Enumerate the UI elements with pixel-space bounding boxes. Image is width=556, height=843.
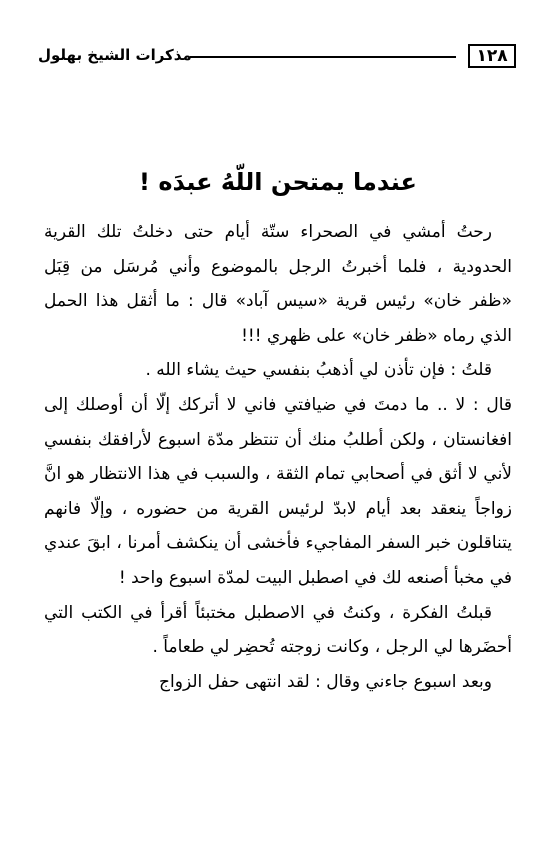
header-rule [190,56,456,58]
running-title: مذكرات الشيخ بهلول [38,46,192,64]
paragraph: وبعد اسبوع جاءني وقال : لقد انتهى حفل الزواج [159,671,492,692]
page-number-box: ١٢٨ [468,44,516,68]
paragraph: رحتُ أمشي في الصحراء ستّة أيام حتى دخلتُ تلك القرية الحدودية ، فلما أخبرتُ الرجل بالموضوع وأني مُرسَل من قِبَل «ظفر خان» رئيس قرية «سيس آباد» قال : ما أثقل هذا الحمل الذي رماه «ظفر خان» على ظهري !!! [44,222,512,346]
chapter-title: عندما يمتحن اللّهُ عبدَه ! [139,168,417,196]
paragraph: قال : لا .. ما دمتَ في ضيافتي فاني لا أتركك إلّا أن أوصلك إلى افغانستان ، ولكن أطلبُ منك أن تنتظر مدّة اسبوع لأرافقك بنفسي لأني لا أثق في أصحابي تمام الثقة ، والسبب في هذا الانتظار هو انَّ زواجاً ينعقد بعد أيام لابدّ لرئيس القرية من حضوره ، وإلّا فانهم يتناقلون خبر السفر المفاجيء فأخشى أن ينكشف أمرنا ، ابقَ عندي في مخبأ أصنعه لك في اصطبل البيت لمدّة اسبوع واحد ! [44,394,512,588]
paragraph: قبلتُ الفكرة ، وكنتُ في الاصطبل مختبئاً أقرأ في الكتب التي أحضَرها لي الرجل ، وكانت زوجته تُحضِر لي طعاماً . [44,602,512,658]
paragraph: قلتُ : فإن تأذن لي أذهبُ بنفسي حيث يشاء الله . [145,360,492,381]
body-text [44,215,512,699]
page-header [38,44,508,74]
